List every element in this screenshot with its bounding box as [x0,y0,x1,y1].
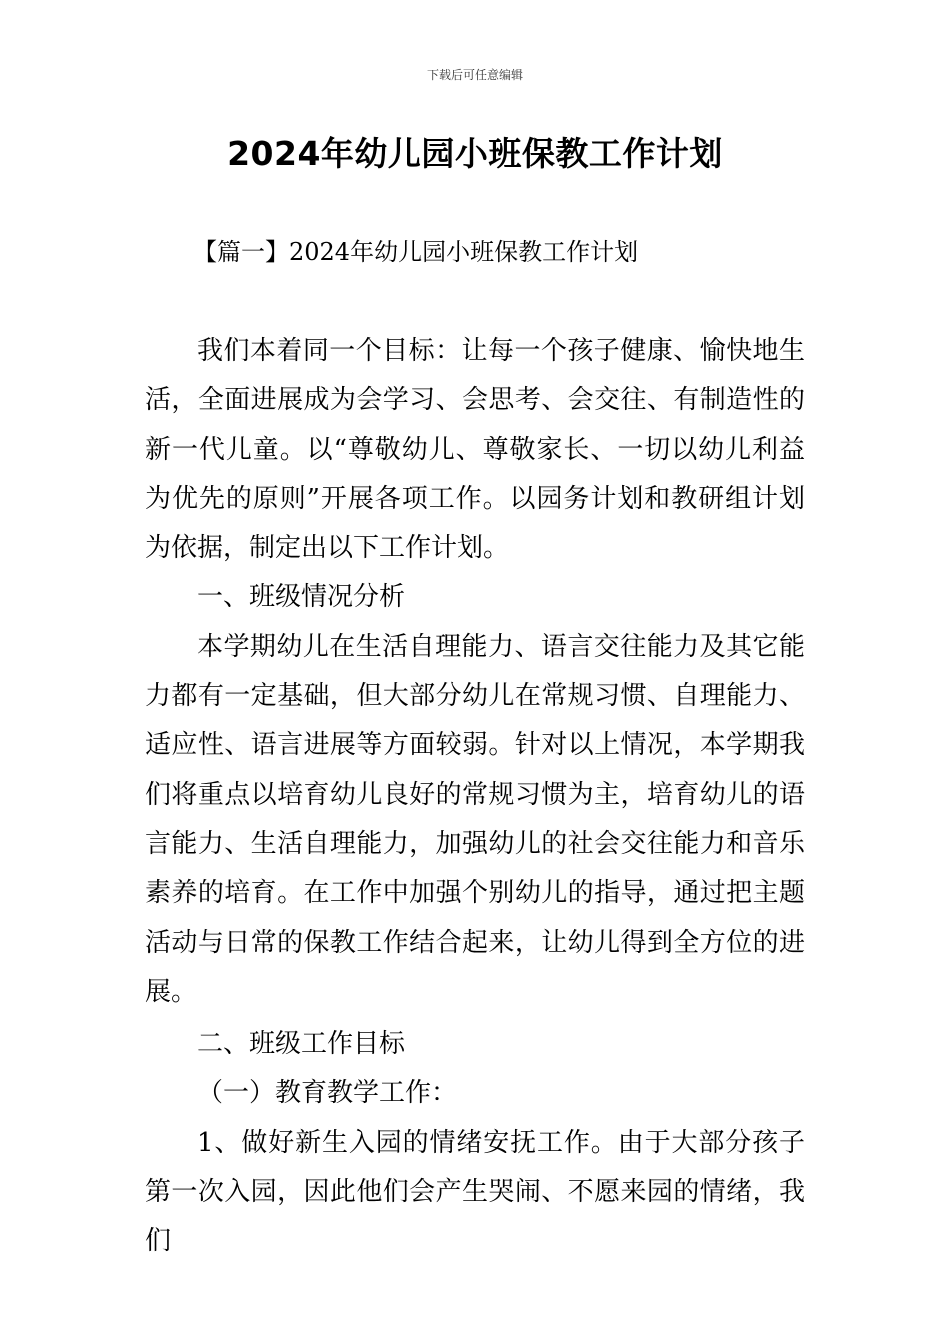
document-title: 2024年幼儿园小班保教工作计划 [227,134,723,173]
body-block-2 [145,1020,805,1266]
paragraph-class-analysis: 本学期幼儿在生活自理能力、语言交往能力及其它能力都有一定基础，但大部分幼儿在常规习惯、自理能力、适应性、语言进展等方面较弱。针对以上情况，本学期我们将重点以培育幼儿良好的常规习惯为主，培育幼儿的语言能力、生活自理能力，加强幼儿的社会交往能力和音乐素养的培育。在工作中加强个别幼儿的指导，通过把主题活动与日常的保教工作结合起来，让幼儿得到全方位的进展。 [145,631,805,1007]
heading-class-analysis: 一、班级情况分析 [197,582,406,613]
header-note: 下载后可任意编辑 [426,68,523,82]
section-heading: 【篇一】2024年幼儿园小班保教工作计划 [193,238,639,266]
heading-work-goals: 二、班级工作目标 [197,1029,406,1059]
heading-teaching-work: （一）教育教学工作： [197,1078,458,1109]
paragraph-new-students: 1、做好新生入园的情绪安抚工作。由于大部分孩子第一次入园，因此他们会产生哭闹、不愿来园的情绪，我们 [145,1127,805,1257]
paragraph-intro: 我们本着同一个目标：让每一个孩子健康、愉快地生活，全面进展成为会学习、会思考、会交往、有制造性的新一代儿童。以“尊敬幼儿、尊敬家长、一切以幼儿利益为优先的原则”开展各项工作。以园务计划和教研组计划为依据，制定出以下工作计划。 [145,336,805,564]
body-block-1 [145,327,805,1017]
